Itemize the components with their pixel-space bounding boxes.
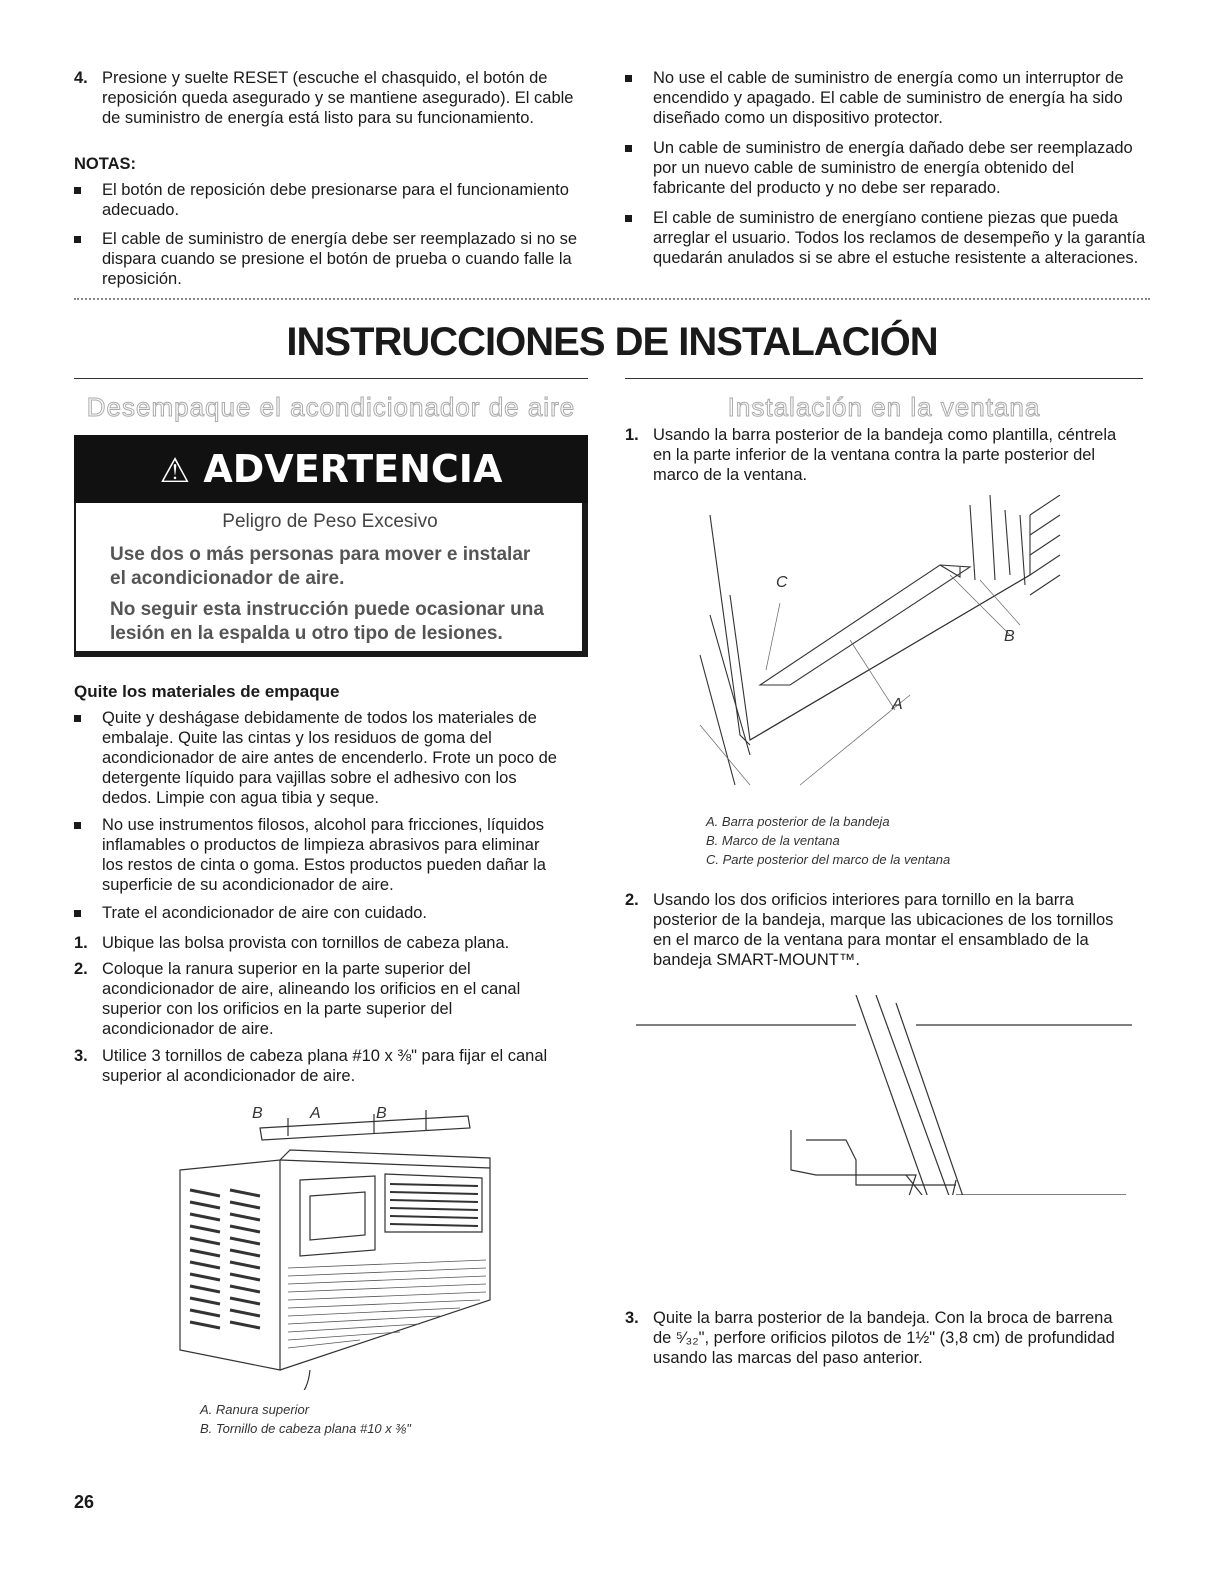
bullet-square-icon [74, 910, 81, 917]
caption-line: B. Marco de la ventana [706, 833, 840, 848]
bullet-square-icon [74, 822, 81, 829]
pencil-marking-illustration [636, 995, 1136, 1195]
step-number: 4. [74, 69, 88, 87]
fig-label-a: A [310, 1105, 321, 1122]
warning-line-2: No seguir esta instrucción puede ocasionar una lesión en la espalda u otro tipo de lesiones. [110, 599, 544, 644]
fig-label-a: A [892, 696, 903, 713]
subheading-packaging: Quite los materiales de empaque [74, 682, 340, 701]
warning-subtitle: Peligro de Peso Excesivo [222, 511, 438, 532]
step-text: Presione y suelte RESET (escuche el chasquido, el botón de reposición queda asegurado y se mantiene asegurado). El cable de suministro de energía está listo para su funcionamiento. [102, 69, 574, 127]
caption-line: A. Ranura superior [200, 1402, 310, 1417]
air-conditioner-illustration [160, 1100, 520, 1390]
notes-title: NOTAS: [74, 155, 137, 173]
fig-label-c: C [776, 574, 788, 591]
bullet-square-icon [625, 75, 632, 82]
left-rule [74, 378, 588, 379]
right-rule [625, 378, 1143, 379]
page-title: INSTRUCCIONES DE INSTALACIÓN [286, 320, 938, 364]
section-divider [74, 298, 1150, 300]
section-title-window: Instalación en la ventana [727, 392, 1041, 422]
bullet-square-icon [74, 236, 81, 243]
warning-triangle-icon: ⚠ [159, 451, 191, 491]
section-title-unpack: Desempaque el acondicionador de aire [86, 392, 576, 422]
fig-label-b2: B [376, 1105, 387, 1122]
caption-line: B. Tornillo de cabeza plana #10 x ⅜" [200, 1421, 411, 1436]
warning-line-1: Use dos o más personas para mover e instalar el acondicionador de aire. [110, 544, 531, 589]
bullet-square-icon [625, 145, 632, 152]
bullet-square-icon [74, 715, 81, 722]
page-number: 26 [74, 1492, 95, 1512]
bullet-square-icon [74, 187, 81, 194]
warning-header: ⚠ ADVERTENCIA [74, 435, 588, 503]
bullet-square-icon [625, 215, 632, 222]
caption-line: C. Parte posterior del marco de la ventana [706, 852, 951, 867]
fig-label-b1: B [252, 1105, 263, 1122]
fig-label-b: B [1004, 628, 1015, 645]
caption-line: A. Barra posterior de la bandeja [706, 814, 890, 829]
